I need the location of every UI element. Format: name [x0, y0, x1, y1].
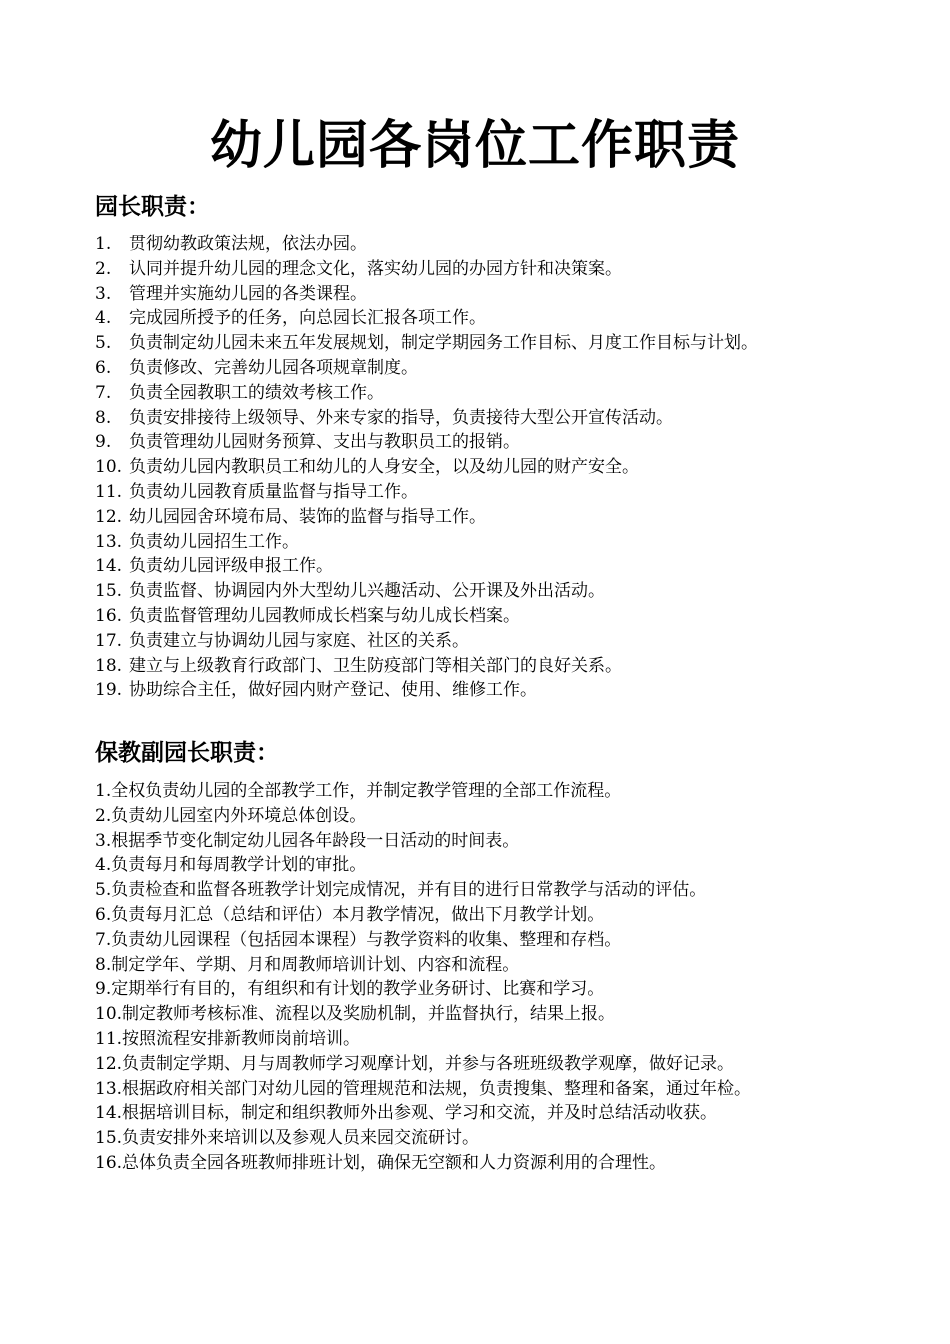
list-item	[95, 306, 895, 331]
list-item: 15.负责安排外来培训以及参观人员来园交流研讨。	[95, 1128, 480, 1149]
list-item-number: 19.	[95, 680, 123, 701]
list-item-text: 负责监督管理幼儿园教师成长档案与幼儿成长档案。	[129, 605, 520, 626]
list-item	[95, 629, 895, 654]
vice-principal-duties-list	[95, 779, 895, 1176]
list-item	[95, 406, 895, 431]
list-item-number: 4.	[95, 308, 112, 329]
list-item	[95, 381, 895, 406]
list-item-text: 协助综合主任，做好园内财产登记、使用、维修工作。	[129, 680, 537, 701]
list-item-number: 6.	[95, 357, 112, 378]
list-item: 13.根据政府相关部门对幼儿园的管理规范和法规，负责搜集、整理和备案，通过年检。	[95, 1078, 752, 1099]
list-item-text: 认同并提升幼儿园的理念文化，落实幼儿园的办园方针和决策案。	[129, 258, 622, 279]
list-item-number: 10.	[95, 457, 123, 478]
list-item	[95, 579, 895, 604]
section-heading-vice-principal: 保教副园长职责：	[95, 740, 279, 766]
list-item: 9.定期举行有目的，有组织和有计划的教学业务研讨、比赛和学习。	[95, 979, 605, 1000]
list-item-number: 13.	[95, 531, 123, 552]
list-item: 8.制定学年、学期、月和周教师培训计划、内容和流程。	[95, 954, 520, 975]
list-item-number: 7.	[95, 382, 112, 403]
list-item-text: 负责修改、完善幼儿园各项规章制度。	[129, 357, 418, 378]
list-item: 1.全权负责幼儿园的全部教学工作，并制定教学管理的全部工作流程。	[95, 781, 622, 801]
list-item	[95, 455, 895, 480]
list-item-text: 负责安排接待上级领导、外来专家的指导，负责接待大型公开宣传活动。	[129, 407, 673, 428]
list-item-number: 3.	[95, 283, 112, 304]
list-item	[95, 604, 895, 629]
list-item-text: 建立与上级教育行政部门、卫生防疫部门等相关部门的良好关系。	[129, 655, 622, 676]
list-item-text: 幼儿园园舍环境布局、装饰的监督与指导工作。	[129, 506, 486, 527]
list-item-number: 12.	[95, 506, 123, 527]
list-item-number: 8.	[95, 407, 112, 428]
list-item-number: 18.	[95, 655, 123, 676]
list-item-text: 完成园所授予的任务，向总园长汇报各项工作。	[129, 308, 486, 329]
list-item	[95, 430, 895, 455]
list-item	[95, 530, 895, 555]
principal-duties-list	[95, 232, 895, 703]
list-item: 11.按照流程安排新教师岗前培训。	[95, 1028, 361, 1049]
list-item-text: 负责管理幼儿园财务预算、支出与教职员工的报销。	[129, 432, 520, 453]
list-item	[95, 654, 895, 679]
list-item-number: 1.	[95, 234, 112, 254]
list-item-text: 负责制定幼儿园未来五年发展规划，制定学期园务工作目标、月度工作目标与计划。	[129, 333, 758, 354]
list-item-number: 2.	[95, 258, 112, 279]
list-item-number: 9.	[95, 432, 112, 453]
list-item	[95, 257, 895, 282]
list-item-text: 负责建立与协调幼儿园与家庭、社区的关系。	[129, 630, 469, 651]
list-item-text: 负责幼儿园内教职员工和幼儿的人身安全，以及幼儿园的财产安全。	[129, 457, 639, 478]
list-item	[95, 232, 895, 257]
list-item: 7.负责幼儿园课程（包括园本课程）与教学资料的收集、整理和存档。	[95, 929, 622, 950]
list-item: 10.制定教师考核标准、流程以及奖励机制，并监督执行，结果上报。	[95, 1004, 616, 1025]
list-item	[95, 554, 895, 579]
list-item	[95, 678, 895, 703]
document-title: 幼儿园各岗位工作职责	[209, 116, 740, 176]
list-item-number: 14.	[95, 556, 123, 577]
list-item-text: 负责幼儿园评级申报工作。	[129, 556, 333, 577]
list-item	[95, 356, 895, 381]
list-item: 14.根据培训目标，制定和组织教师外出参观、学习和交流，并及时总结活动收获。	[95, 1103, 718, 1124]
list-item-text: 负责全园教职工的绩效考核工作。	[129, 382, 384, 403]
list-item	[95, 480, 895, 505]
section-heading-principal: 园长职责：	[95, 194, 210, 220]
list-item-text: 负责监督、协调园内外大型幼儿兴趣活动、公开课及外出活动。	[129, 581, 605, 602]
list-item-number: 5.	[95, 333, 112, 354]
list-item	[95, 331, 895, 356]
list-item-text: 负责幼儿园招生工作。	[129, 531, 299, 552]
list-item: 2.负责幼儿园室内外环境总体创设。	[95, 805, 367, 826]
list-item-number: 15.	[95, 581, 123, 602]
list-item-text: 管理并实施幼儿园的各类课程。	[129, 283, 367, 304]
list-item-number: 17.	[95, 630, 123, 651]
list-item-number: 16.	[95, 605, 123, 626]
list-item: 16.总体负责全园各班教师排班计划，确保无空额和人力资源利用的合理性。	[95, 1152, 667, 1173]
list-item: 4.负责每月和每周教学计划的审批。	[95, 855, 367, 876]
list-item	[95, 505, 895, 530]
list-item: 5.负责检查和监督各班教学计划完成情况，并有目的进行日常教学与活动的评估。	[95, 880, 707, 901]
list-item: 12.负责制定学期、月与周教师学习观摩计划，并参与各班班级教学观摩，做好记录。	[95, 1053, 735, 1074]
list-item: 6.负责每月汇总（总结和评估）本月教学情况，做出下月教学计划。	[95, 904, 605, 925]
list-item	[95, 282, 895, 307]
list-item-text: 负责幼儿园教育质量监督与指导工作。	[129, 481, 418, 502]
list-item-text: 贯彻幼教政策法规，依法办园。	[129, 234, 367, 254]
list-item-number: 11.	[95, 481, 123, 502]
list-item: 3.根据季节变化制定幼儿园各年龄段一日活动的时间表。	[95, 830, 520, 851]
